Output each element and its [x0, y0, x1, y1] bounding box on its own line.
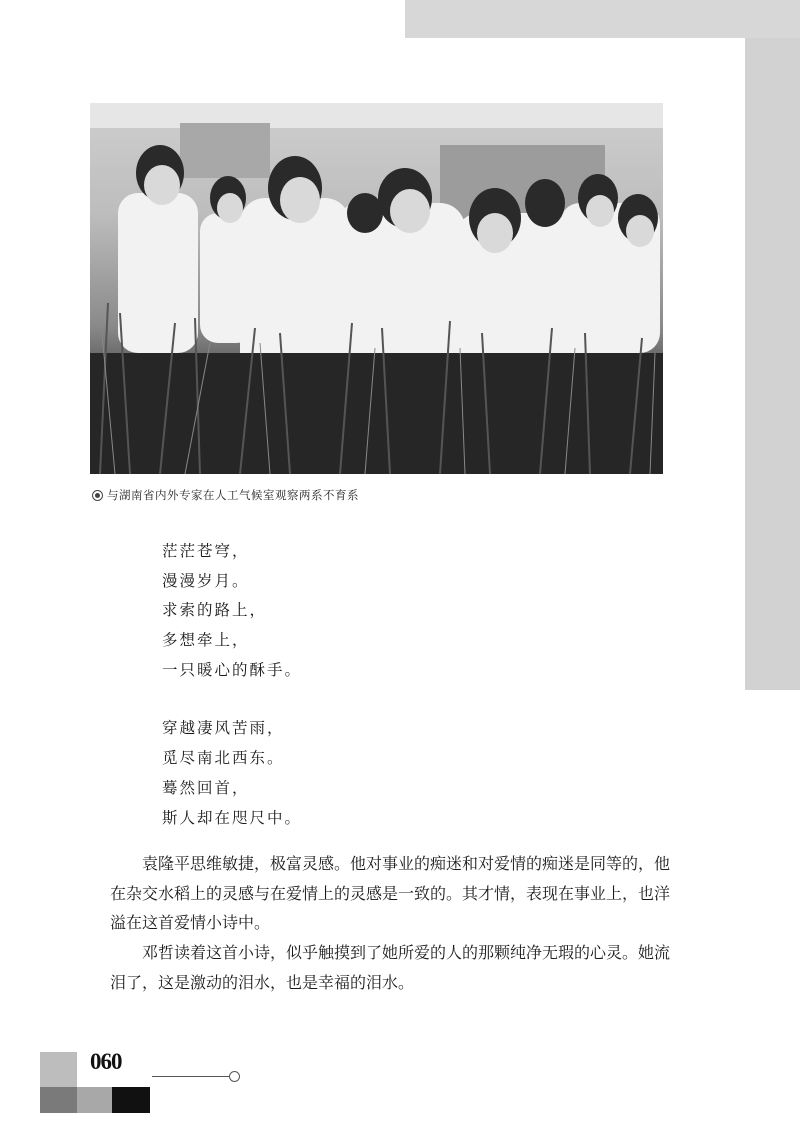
poem-line: 一只暖心的酥手。 [162, 660, 303, 679]
footer-block [40, 1087, 77, 1113]
page-number: 060 [90, 1049, 122, 1074]
poem [162, 537, 302, 862]
photo-scientists-in-climate-chamber [90, 103, 663, 474]
decorative-side-band [745, 38, 800, 690]
poem-line: 茫茫苍穹， [162, 542, 250, 560]
footer-rule [152, 1076, 230, 1077]
poem-line: 漫漫岁月。 [162, 571, 250, 590]
paragraph: 袁隆平思维敏捷，极富灵感。他对事业的痴迷和对爱情的痴迷是同等的，他在杂交水稻上的灵感与在爱情上的灵感是一致的。其才情，表现在事业上，也洋溢在这首爱情小诗中。 [110, 854, 671, 933]
body-text [110, 849, 670, 998]
poem-stanza [162, 714, 302, 833]
decorative-top-band [405, 0, 800, 38]
poem-line: 蓦然回首， [162, 778, 250, 797]
poem-line: 穿越凄风苦雨， [162, 719, 285, 738]
photo-illustration [90, 103, 663, 474]
footer-block [40, 1052, 77, 1087]
caption-bullet-icon [92, 490, 103, 501]
caption-text: 与湖南省内外专家在人工气候室观察两系不育系 [107, 488, 359, 502]
photo-caption [92, 487, 359, 503]
footer-circle-icon [229, 1071, 240, 1082]
footer-block [112, 1087, 150, 1113]
footer-block [77, 1087, 112, 1113]
poem-line: 斯人却在咫尺中。 [162, 808, 303, 827]
poem-line: 求索的路上， [162, 601, 268, 620]
paragraph: 邓哲读着这首小诗，似乎触摸到了她所爱的人的那颗纯净无瑕的心灵。她流泪了，这是激动的泪水，也是幸福的泪水。 [110, 943, 671, 992]
poem-stanza [162, 537, 302, 685]
poem-line: 多想牵上， [162, 631, 250, 650]
poem-line: 觅尽南北西东。 [162, 749, 285, 768]
